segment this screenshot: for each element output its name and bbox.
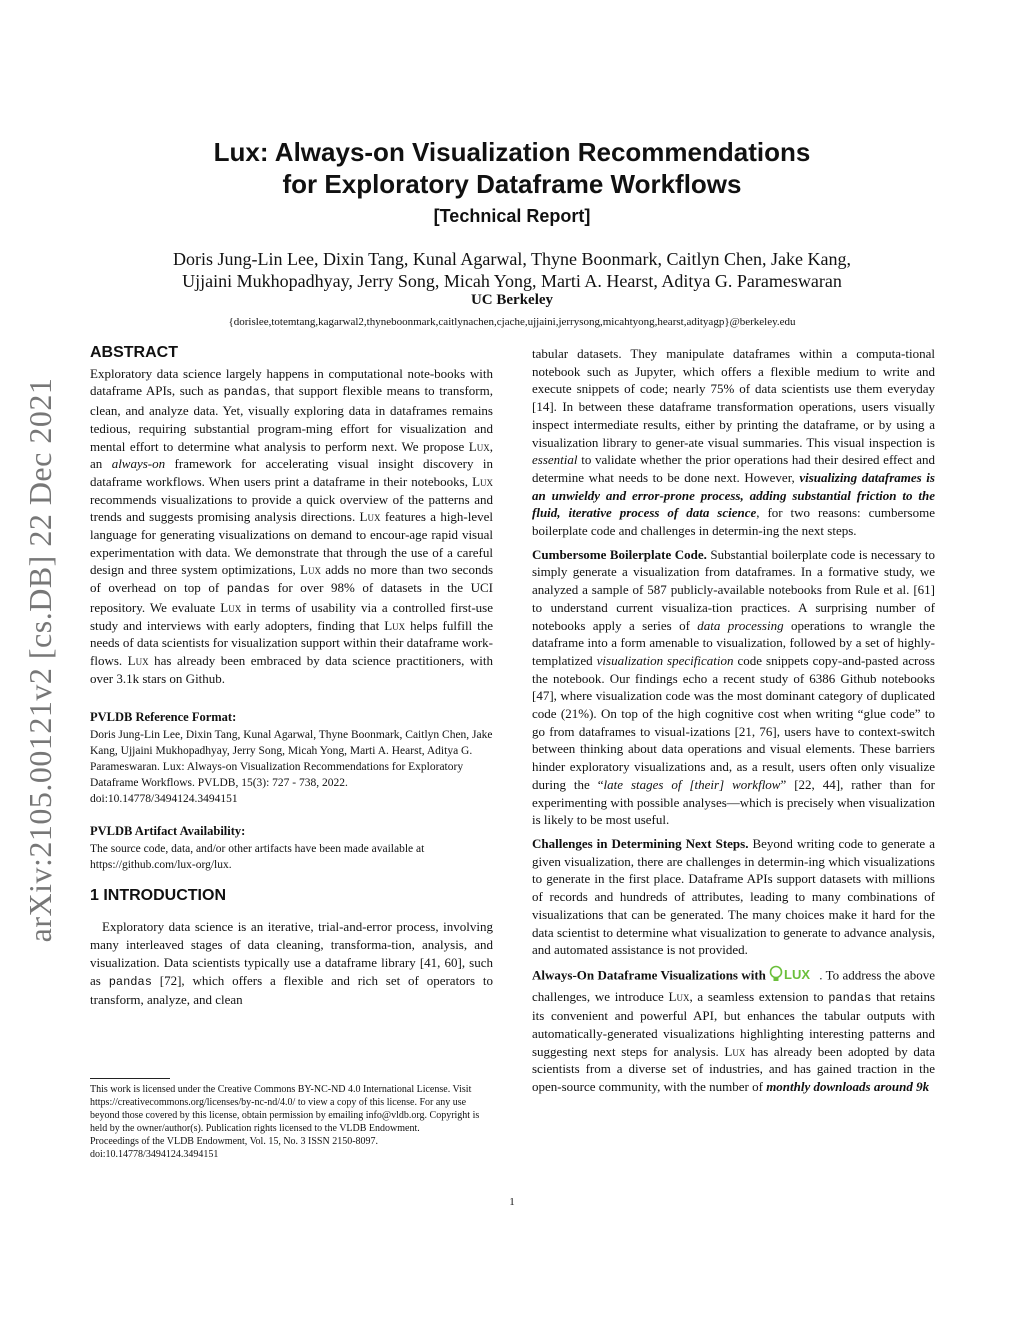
affiliation: UC Berkeley — [470, 292, 554, 308]
abstract-heading: ABSTRACT — [90, 344, 178, 361]
page-number: 1 — [509, 1196, 515, 1208]
authors-line2: Ujjaini Mukhopadhyay, Jerry Song, Micah Yong, Marti A. Hearst, Aditya G. Parameswaran — [182, 271, 842, 291]
intro-heading: 1 INTRODUCTION — [90, 886, 226, 904]
author-emails: {dorislee,totemtang,kagarwal2,thyneboonmark,caitlynachen,cjache,ujjaini,jerrysong,micahtyong,hearst,adityagp}@berkeley.edu — [228, 316, 796, 328]
paper-title-line1: Lux: Always-on Visualization Recommendations — [213, 137, 811, 167]
boilerplate-heading: Cumbersome Boilerplate Code. — [532, 546, 707, 562]
authors-line1: Doris Jung-Lin Lee, Dixin Tang, Kunal Agarwal, Thyne Boonmark, Caitlyn Chen, Jake Kang, — [173, 249, 851, 269]
boilerplate-paragraph: Cumbersome Boilerplate Code. Substantial boilerplate code is necessary to simply generate a visualization from dataframes. In a formative study, we analyzed a sample of 587 publicly-available notebooks from Rule et al. [61] to understand current visualiza-tion practices. A surprising number of notebooks apply a series of data processing operations to wrangle the dataframe into a form amenable to visualization, followed by a set of highly-templatized visualization specification code snippets copy-and-pasted across the notebook. Our findings echo a recent study of 6386 Github notebooks [47], where visualization code was the most dominant category of duplicated code (21%). On top of the high cognitive cost when writing “glue code” to go from dataframes to visual-izations [21, 76], users have to context-switch between thinking about data operations and visual elements. These barriers hinder exploratory visualizations and, as a result, users often only visualize during the “late stages of [their] workflow” [22, 44], rather than for experimenting with possible analyses—which is precisely when visualization is likely to be most useful. — [532, 546, 936, 828]
right-column — [532, 345, 935, 1096]
license-footnote — [90, 1083, 493, 1161]
proceedings-text: Proceedings of the VLDB Endowment, Vol. 15, No. 3 ISSN 2150-8097. — [90, 1136, 379, 1147]
lux-logo — [769, 965, 819, 988]
license-text: This work is licensed under the Creative Commons BY-NC-ND 4.0 International License. Visit https://creativecommons.org/licenses/by-nc-nd/4.0/ to view a copy of this license. For any use beyond those covered by this license, obtain permission by emailing info@vldb.org. Copyright is held by the owner/author(s). Publication rights licensed to the VLDB Endowment. — [90, 1084, 480, 1134]
next-steps-paragraph: Challenges in Determining Next Steps. Beyond writing code to generate a given visualization, there are challenges in determin-ing which visualizations to generate in the first place. Dataframe APIs support datasets with millions of records and hundreds of attributes, leading to many combinations of visualizations that can be generated. The many choices make it hard for the data scientist to determine what visualization to generate to advance analysis, and automated assistance is not provided. — [532, 835, 935, 958]
always-on-heading: Always-On Dataframe Visualizations with — [532, 967, 766, 983]
reference-format-text: Doris Jung-Lin Lee, Dixin Tang, Kunal Agarwal, Thyne Boonmark, Caitlyn Chen, Jake Kang, Ujjaini Mukhopadhyay, Jerry Song, Micah Yong, Marti A. Hearst, Aditya G. Parameswaran. Lux: Always-on Visualization Recommendations for Exploratory Dataframe Workflows. PVLDB, 15(3): 727 - 738, 2022. — [90, 729, 493, 790]
abstract-body: Exploratory data science largely happens in computational note-books with dataframe APIs, such as pandas, that support flexible means to transform, clean, and analyze data. Yet, visually exploring data in dataframes remains tedious, requiring substantial program-ming effort for visualization and mental effort to determine what analysis to perform next. We propose Lux, an always-on framework for accelerating visual insight discovery in dataframe workflows. When users print a dataframe in their notebooks, Lux recommends visualizations to provide a quick overview of the patterns and trends and suggests promising analysis directions. Lux features a high-level language for generating visualizations on demand to encour-age rapid visual experimentation with data. We demonstrate that through the use of a careful design and three system optimizations, Lux adds no more than two seconds of overhead on top of pandas for over 98% of datasets in the UCI repository. We evaluate Lux in terms of usability via a controlled first-use study and interviews with early adopters, finding that Lux helps fulfill the needs of data scientists for visualization support within their dataframe work-flows. Lux has already been embraced by data science practitioners, with over 3.1k stars on Github. — [90, 365, 494, 686]
footnote-doi[interactable]: doi:10.14778/3494124.3494151 — [90, 1149, 219, 1160]
paper-subtitle: [Technical Report] — [433, 206, 591, 226]
paper-title-line2: for Exploratory Dataframe Workflows — [282, 169, 742, 199]
intro-continued-paragraph: tabular datasets. They manipulate dataframes within a computa-tional notebook such as Jupyter, which offers a flexible medium to write and execute snippets of code; nearly 75% of data scientists use them everyday [14]. In between these dataframe transformation operations, users visually inspect intermediate results, either by printing the dataframe, or by using a visualization library to gener-ate visual summaries. This visual inspection is essential to validate whether the prior operations had their desired effect and determine what needs to be done next. However, visualizing dataframes is an unwieldy and error-prone process, adding substantial friction to the fluid, iterative process of data science, for two reasons: cumbersome boilerplate code and challenges in determin-ing the next steps. — [532, 346, 935, 539]
artifact-heading: PVLDB Artifact Availability: — [90, 824, 246, 839]
reference-format-heading: PVLDB Reference Format: — [90, 710, 237, 725]
left-column — [90, 344, 493, 1009]
footnote-rule — [90, 1078, 170, 1079]
next-steps-heading: Challenges in Determining Next Steps. — [532, 835, 749, 851]
reference-doi[interactable]: doi:10.14778/3494124.3494151 — [90, 793, 238, 806]
intro-paragraph: Exploratory data science is an iterative, trial-and-error process, involving many interleaved stages of data cleaning, transforma-tion, analysis, and visualization. Data scientists typically use a dataframe library [41, 60], such as pandas [72], which offers a flexible and rich set of operators to transform, analyze, and clean — [90, 919, 494, 1008]
always-on-paragraph: Always-On Dataframe Visualizations with LUX . To address the above challenges, we introduce Lux, a seamless extension to pandas that retains its convenient and powerful API, but enhances the tabular outputs with automatically-generated visualizations highlighting interesting patterns and suggesting next steps for analysis. Lux has already been adopted by data scientists from a diverse set of industries, and has gained traction in the open-source community, with the number of monthly downloads around 9k — [532, 966, 936, 1095]
lightbulb-icon — [769, 965, 819, 983]
svg-text:LUX: LUX — [784, 966, 811, 982]
artifact-text: The source code, data, and/or other artifacts have been made available at https://github.com/lux-org/lux. — [90, 842, 425, 871]
arxiv-identifier[interactable]: arXiv:2105.00121v2 [cs.DB] 22 Dec 2021 — [22, 377, 58, 943]
